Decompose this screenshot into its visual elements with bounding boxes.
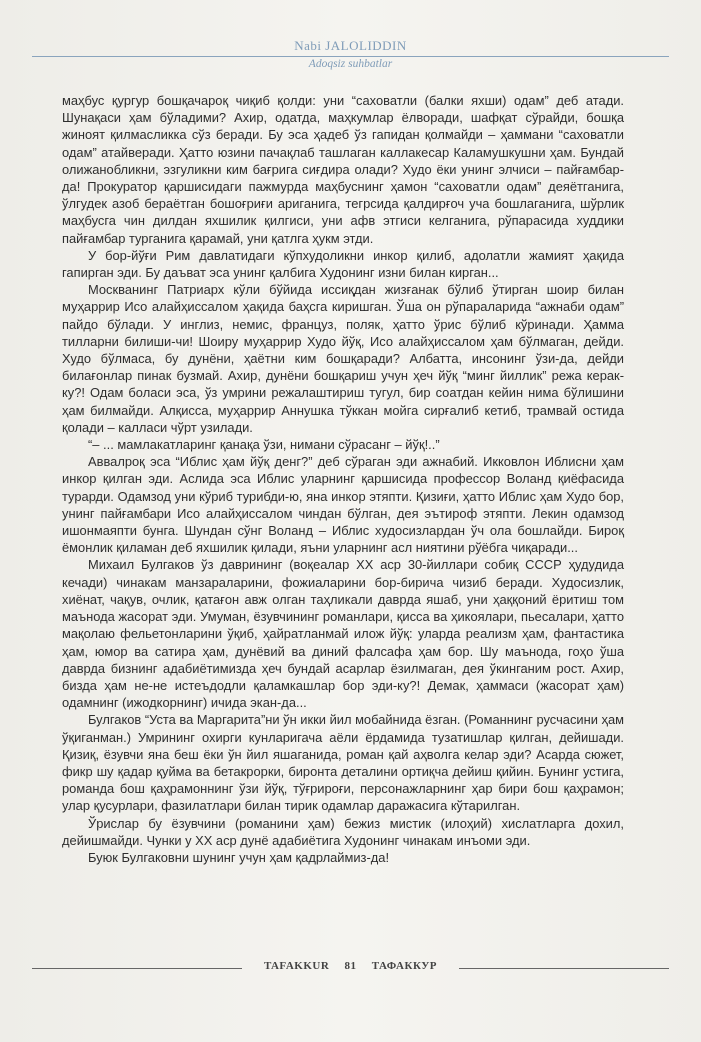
quote-paragraph: “– ... мамлакатларинг қанақа ўзи, нимани сўрасанг – йўқ!..” bbox=[88, 437, 440, 453]
paragraph: Москванинг Патриарх кўли бўйида иссиқдан жизғанак бўлиб ўтирган шоир билан муҳаррир Исо алайҳиссалом ҳақида баҳсга киришган. Ўша он рўпараларида “ажнаби одам” пайдо бўлади. У инглиз, немис, француз, поляк, ҳатто ўрис бўлиб кўринади. Ҳамма тилларни билиши-чи! Шоиру муҳаррир Худо йўқ, Исо алайҳиссалом ҳам бўлмаган, дейди. Худо бўлмаса, бу дунёни, ҳаётни ким бошқаради? Албатта, инсонинг ўзи-да, дейди билағонлар пинак бузмай. Ахир, дунёни бошқариш учун ҳеч йўқ “минг йиллик” режа керак-ку?! Одам боласи эса, ўз умрини режалаштириш тугул, бир соатдан кейин нима бўлишини ҳам билмайди. Алқисса, муҳаррир Аннушка тўккан мойга сирғалиб кетиб, трамвай остида қолади – калласи чўрт узилади. bbox=[62, 282, 624, 435]
page-number: 81 bbox=[344, 960, 357, 972]
paragraph: маҳбус қургур бошқачароқ чиқиб қолди: уни “саховатли (балки яхши) одам” деб атади. Шунақаси ҳам бўладими? Ахир, одатда, маҳкумлар ёлворади, шафқат сўрайди, бошқа жиноят қилмасликка сўз беради. Бу эса ҳадеб ўз гапидан қолмайди – ҳаммани “саховатли одам” атайверади. Ҳатто юзини пачақлаб ташлаган каллакесар Каламушкушни ҳам. Бундай олижанобликни, эзгуликни ким бағрига сиғдира олади? Худо ёки унинг элчиси – пайғамбар-да! Прокуратор қаршисидаги пажмурда маҳбуснинг ҳамон “саховатли одам” деяётганига, ўлгудек азоб бераётган бошоғриғи ариганига, тегрсида қалдирғоч уча бошлаганига, шўрлик маҳбусга чин дилдан яхшилик қилгиси, уни афв этгиси келганига, рўпарасида худдики пайғамбар турганига қарамай, уни қатлга ҳукм этди. bbox=[62, 93, 624, 246]
header-rule bbox=[32, 56, 669, 57]
footer-rule-left bbox=[32, 968, 242, 969]
header-subtitle: Adoqsiz suhbatlar bbox=[308, 58, 393, 70]
header-author: Nabi JALOLIDDIN bbox=[294, 38, 407, 53]
footer-label bbox=[254, 960, 447, 972]
page-footer bbox=[32, 960, 669, 976]
footer-magazine-latin: TAFAKKUR bbox=[263, 960, 330, 972]
paragraph: Буюк Булгаковни шунинг учун ҳам қадрлаймиз-да! bbox=[88, 849, 390, 865]
paragraph: Михаил Булгаков ўз даврининг (воқеалар XX аср 30-йиллари собиқ СССР ҳудудида кечади) чинакам манзараларини, фожиаларини бор-бирича чизиб беради. Худосизлик, хиёнат, чақув, очлик, қатағон авж олган таҳликали даврда яшаб, уни ҳаққоний ёритиш том маънода жасорат эди. Умуман, ёзувчининг романлари, қисса ва ҳикоялари, пьесалари, ҳатто мақолаю фельетонларини ўқиб, ҳайратланмай илож йўқ: уларда реализм ҳам, фантастика ҳам, юмор ва сатира ҳам, дунёвий ва диний фалсафа ҳам бор. Шу маънода, гоҳо ўша даврда бизнинг адабиётимизда ҳеч бундай асарлар ёзилмаган, дея ўкинганим рост. Ахир, бизда ҳам не-не истеъдодли қаламкашлар бор эди-ку?! Демак, ҳаммаси (жасорат ҳам) одамнинг (ижодкорнинг) ичида экан-да... bbox=[62, 557, 624, 711]
paragraph: Ўрислар бу ёзувчини (романини ҳам) бежиз мистик (илоҳий) хислатларга дохил, дейишмайди. Чунки у XX аср дунё адабиётига Худонинг чинакам инъоми эди. bbox=[62, 815, 624, 848]
paragraph: У бор-йўғи Рим давлатидаги кўпхудоликни инкор қилиб, адолатли жамият ҳақида гапирган эди. Бу даъват эса унинг қалбига Худонинг изни билан кирган... bbox=[62, 247, 624, 281]
running-header bbox=[0, 38, 701, 70]
paragraph: Булгаков “Уста ва Маргарита”ни ўн икки йил мобайнида ёзган. (Романнинг русчасини ҳам ўқиганман.) Умрининг охирги кунларигача аёли ёрдамида тузатишлар қилган, дейишади. Қизиқ, ёзувчи яна беш ёки ўн йил яшаганида, роман қай аҳволга келар эди? Асарда сюжет, фикр шу қадар қуйма ва бетакрорки, биронта деталини ортиқча дейиш қийин. Бунинг устига, романда бош қаҳрамоннинг ўзи йўқ, тўғрироғи, персонажларнинг ҳар бири бош қаҳрамон; улар қусурлари, фазилатлари билан тирик одамлар даражасига кўтарилган. bbox=[62, 712, 624, 814]
paragraph: Аввалроқ эса “Иблис ҳам йўқ денг?” деб сўраган эди ажнабий. Икковлон Иблисни ҳам инкор қилган эди. Аслида эса Иблис уларнинг қаршисида профессор Воланд қиёфасида турарди. Одамзод уни кўриб турибди-ю, яна инкор этяпти. Қизиғи, ҳатто Иблис ҳам Худо бор, унинг пайғамбари Исо алайҳиссалом чиндан бўлган, дея эътироф этяпти. Лекин одамзод ишонмаяпти бунга. Шундан сўнг Воланд – Иблис худосизлардан ўч ола бошлайди. Бироқ ёмонлик қиламан деб яхшилик қилади, яъни уларнинг асл ниятини рўёбга чиқаради... bbox=[62, 454, 624, 556]
footer-magazine-cyrillic: ТАФАККУР bbox=[371, 960, 438, 972]
article-body bbox=[62, 92, 624, 866]
footer-rule-right bbox=[459, 968, 669, 969]
